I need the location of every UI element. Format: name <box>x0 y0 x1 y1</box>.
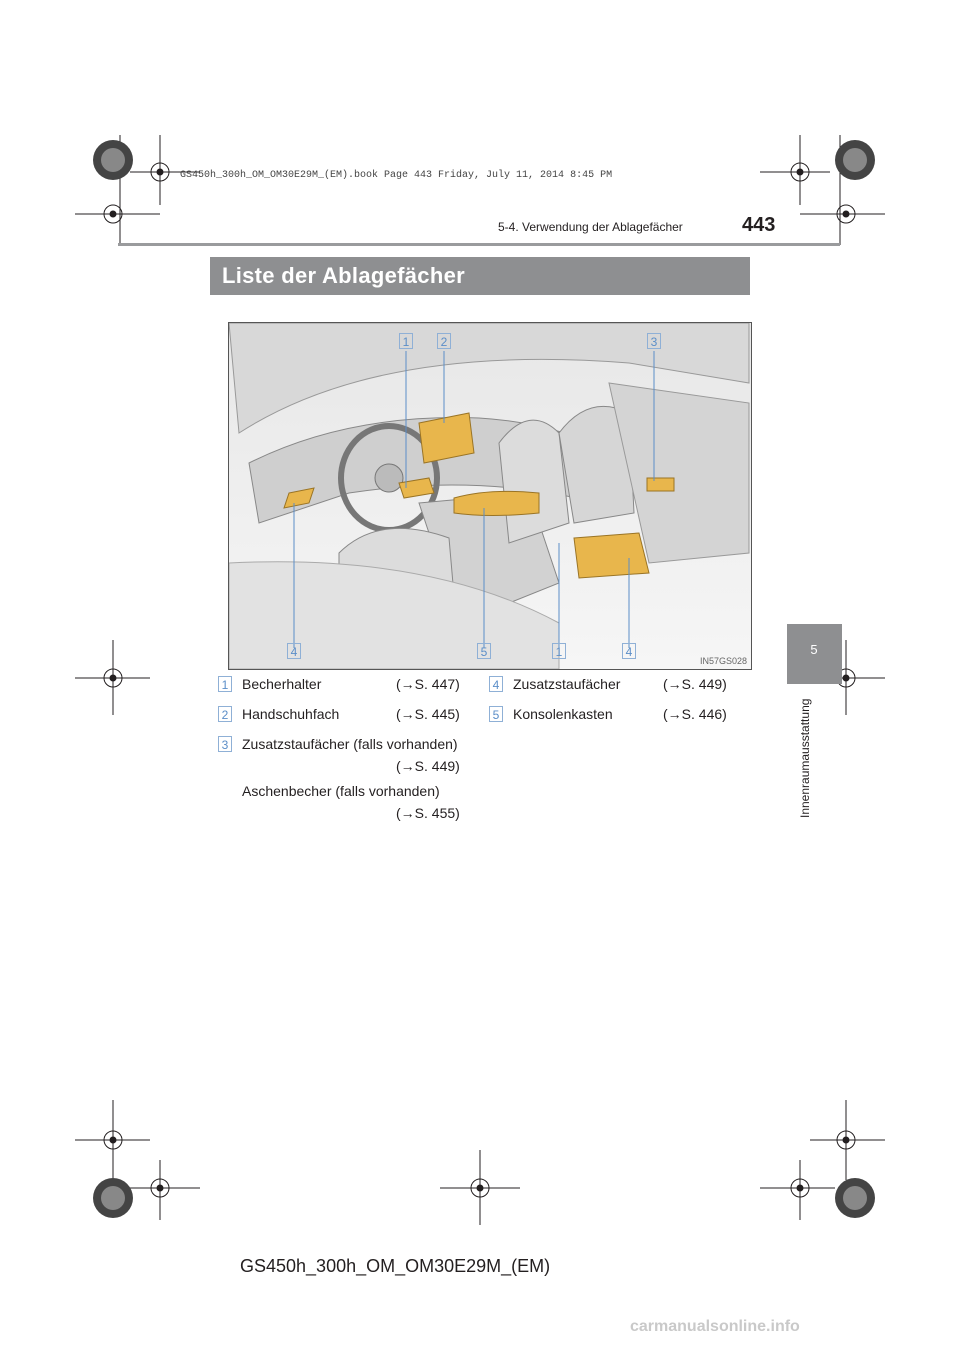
chapter-number: 5 <box>810 642 818 657</box>
chapter-title: Innenraumausstattung <box>798 698 812 818</box>
chapter-title-vertical <box>784 690 812 820</box>
header-rule <box>118 243 840 246</box>
legend-item-2 <box>218 706 468 726</box>
callout-3: 3 <box>647 333 661 349</box>
legend-num: 2 <box>218 706 232 722</box>
title-bar <box>210 257 750 295</box>
callout-5: 5 <box>477 643 491 659</box>
legend-ref: (→S. 449) <box>396 758 460 774</box>
legend-ref: (→S. 446) <box>663 706 727 722</box>
car-interior-drawing <box>229 323 751 669</box>
legend-item-1 <box>218 676 468 696</box>
legend-num: 5 <box>489 706 503 722</box>
legend-label: Zusatzstaufächer (falls vorhanden) <box>242 736 458 752</box>
legend-item-5 <box>489 706 749 726</box>
legend-extra-ref: (→S. 455) <box>396 805 460 821</box>
watermark: carmanualsonline.info <box>630 1318 800 1335</box>
callout-4: 4 <box>287 643 301 659</box>
figure-code: IN57GS028 <box>699 656 747 666</box>
callout-4b: 4 <box>622 643 636 659</box>
legend-num: 4 <box>489 676 503 692</box>
book-info: GS450h_300h_OM_OM30E29M_(EM).book Page 443 Friday, July 11, 2014 8:45 PM <box>180 170 613 181</box>
legend-item-3 <box>218 736 468 756</box>
page-title: Liste der Ablagefächer <box>222 263 465 288</box>
interior-illustration <box>228 322 752 670</box>
legend-label: Handschuhfach <box>242 706 340 722</box>
legend-label: Zusatzstaufächer <box>513 676 621 692</box>
legend-label: Konsolenkasten <box>513 706 613 722</box>
chapter-tab <box>787 624 842 684</box>
section-label: 5-4. Verwendung der Ablagefächer <box>498 220 683 234</box>
callout-1b: 1 <box>552 643 566 659</box>
legend-label: Becherhalter <box>242 676 322 692</box>
legend-ref: (→S. 449) <box>663 676 727 692</box>
legend-ref: (→S. 445) <box>396 706 460 722</box>
footer-text: GS450h_300h_OM_OM30E29M_(EM) <box>240 1256 551 1276</box>
legend-item-4 <box>489 676 749 696</box>
callout-1: 1 <box>399 333 413 349</box>
legend-extra-label: Aschenbecher (falls vorhanden) <box>242 783 440 799</box>
legend-num: 1 <box>218 676 232 692</box>
page-number: 443 <box>742 214 776 236</box>
callout-2: 2 <box>437 333 451 349</box>
legend-ref: (→S. 447) <box>396 676 460 692</box>
legend-num: 3 <box>218 736 232 752</box>
